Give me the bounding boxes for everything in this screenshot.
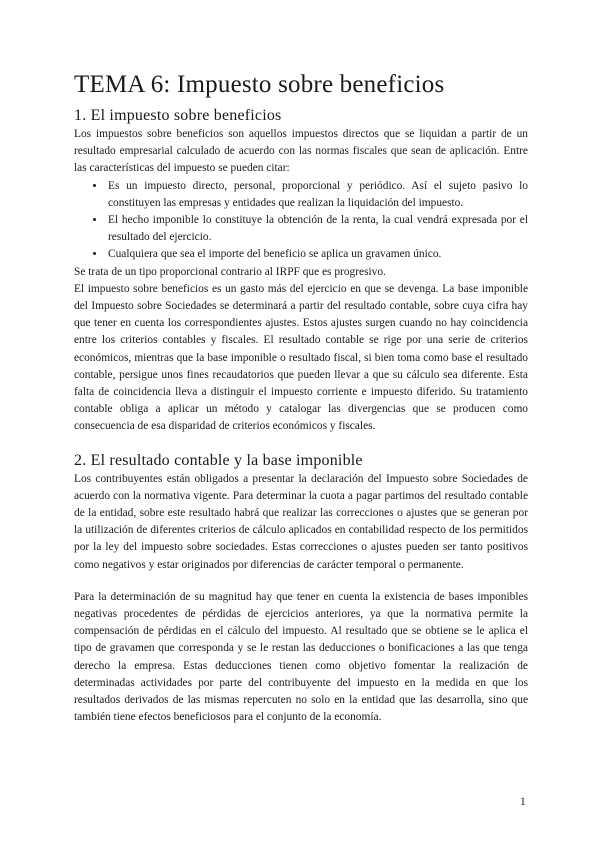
section-2-heading: 2. El resultado contable y la base imponible (74, 451, 363, 469)
section-1-intro: Los impuestos sobre beneficios son aquellos impuestos directos que se liquidan a partir de un resultado empresarial calculado de acuerdo con las normas fiscales que sean de aplicación. Entre las características del impuesto se pueden citar: (74, 128, 528, 175)
section-1-heading: 1. El impuesto sobre beneficios (74, 107, 282, 124)
list-item: • Es un impuesto directo, personal, proporcional y periódico. Así el sujeto pasivo lo constituyen las empresas y entidades que realizan la liquidación del impuesto. (106, 178, 528, 212)
section-1-body: El impuesto sobre beneficios es un gasto más del ejercicio en que se devenga. La base imponible del Impuesto sobre Sociedades se determinará a partir del resultado contable, sobre cuya cifra hay que tener en cuenta los correspondientes ajustes. Estos ajustes surgen cuando no hay coincidencia entre los criterios contables y fiscales. El resultado contable se rige por una serie de criterios económicos, mientras que la base imponible o resultado fiscal, si bien toma como base el resultado contable, persigue unos fines recaudatorios que pueden llevar a que su cálculo sea diferente. Esta falta de coincidencia lleva a distinguir el impuesto corriente e impuesto diferido. Su tratamiento contable obliga a aplicar un método y catalogar las divergencias que se producen como consecuencia de esa disparidad de criterios económicos y fiscales. (74, 282, 528, 433)
document-title: TEMA 6: Impuesto sobre beneficios (74, 71, 445, 98)
section-spacer (74, 436, 528, 451)
section-1-note: Se trata de un tipo proporcional contrario al IRPF que es progresivo. (74, 265, 386, 278)
section-2-paragraph-2: Para la determinación de su magnitud hay que tener en cuenta la existencia de bases imponibles negativas procedentes de pérdidas de ejercicios anteriores, ya que la normativa permite la compensación de pérdidas en el cálculo del impuesto. Al resultado que se obtiene se le aplica el tipo de gravamen que corresponda y se le restan las deducciones o bonificaciones a las que tenga derecho la empresa. Estas deducciones tienen como objetivo fomentar la realización de determinadas actividades por parte del contribuyente del impuesto en la medida en que los resultados derivados de las mismas repercuten no solo en la entidad que las desarrolla, sino que también tiene efectos beneficiosos para el conjunto de la economía. (74, 590, 528, 724)
list-item: • El hecho imponible lo constituye la obtención de la renta, la cual vendrá expresada por el resultado del ejercicio. (106, 212, 528, 246)
page-number: 1 (520, 796, 526, 808)
characteristics-list (74, 178, 528, 264)
section-2-paragraph-1: Los contribuyentes están obligados a presentar la declaración del Impuesto sobre Sociedades de acuerdo con la normativa vigente. Para determinar la cuota a pagar partimos del resultado contable de la entidad, sobre este resultado habrá que realizar las correcciones o ajustes que se generan por la utilización de diferentes criterios de cálculo aplicados en contabilidad respecto de los permitidos por la ley del impuesto sobre sociedades. Estas correcciones o ajustes pueden ser tanto positivos como negativos y estar originados por diferencias de carácter temporal o permanente. (74, 472, 528, 571)
list-item: • Cualquiera que sea el importe del beneficio se aplica un gravamen único. (106, 246, 528, 263)
document-page (74, 70, 528, 727)
paragraph-spacer (74, 574, 528, 589)
